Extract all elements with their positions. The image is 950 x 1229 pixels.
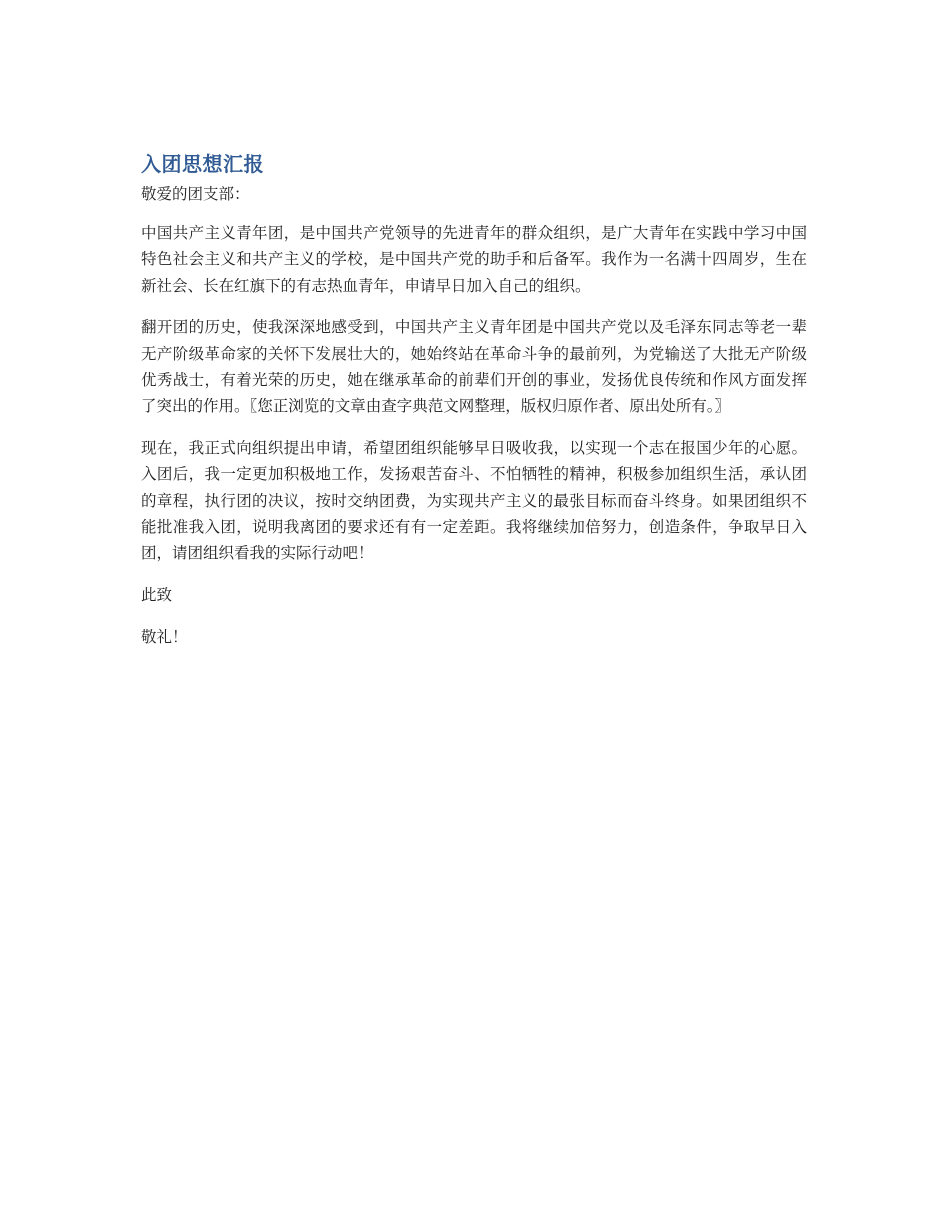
document-body	[141, 150, 807, 666]
closing-line-zhici: 此致	[141, 585, 173, 604]
paragraph-3: 现在，我正式向组织提出申请，希望团组织能够早日吸收我，以实现一个志在报国少年的心愿。入团后，我一定更加积极地工作，发扬艰苦奋斗、不怕牺牲的精神，积极参加组织生活，承认团的章程，执行团的决议，按时交纳团费，为实现共产主义的最张目标而奋斗终身。如果团组织不能批准我入团，说明我离团的要求还有有一定差距。我将继续加倍努力，创造条件，争取早日入团，请团组织看我的实际行动吧！	[141, 438, 807, 563]
document-title: 入团思想汇报	[141, 152, 264, 176]
paragraph-1: 中国共产主义青年团，是中国共产党领导的先进青年的群众组织，是广大青年在实践中学习中国特色社会主义和共产主义的学校，是中国共产党的助手和后备军。我作为一名满十四周岁，生在新社会、长在红旗下的有志热血青年，申请早日加入自己的组织。	[141, 224, 807, 295]
salutation: 敬爱的团支部：	[141, 185, 250, 203]
closing-line-jingli: 敬礼！	[141, 627, 188, 646]
paragraph-2: 翻开团的历史，使我深深地感受到，中国共产主义青年团是中国共产党以及毛泽东同志等老一辈无产阶级革命家的关怀下发展壮大的，她始终站在革命斗争的最前列，为党输送了大批无产阶级优秀战士，有着光荣的历史，她在继承革命的前辈们开创的事业，发扬优良传统和作风方面发挥了突出的作用。〖您正浏览的文章由查字典范文网整理，版权归原作者、原出处所有。〗	[141, 318, 807, 416]
